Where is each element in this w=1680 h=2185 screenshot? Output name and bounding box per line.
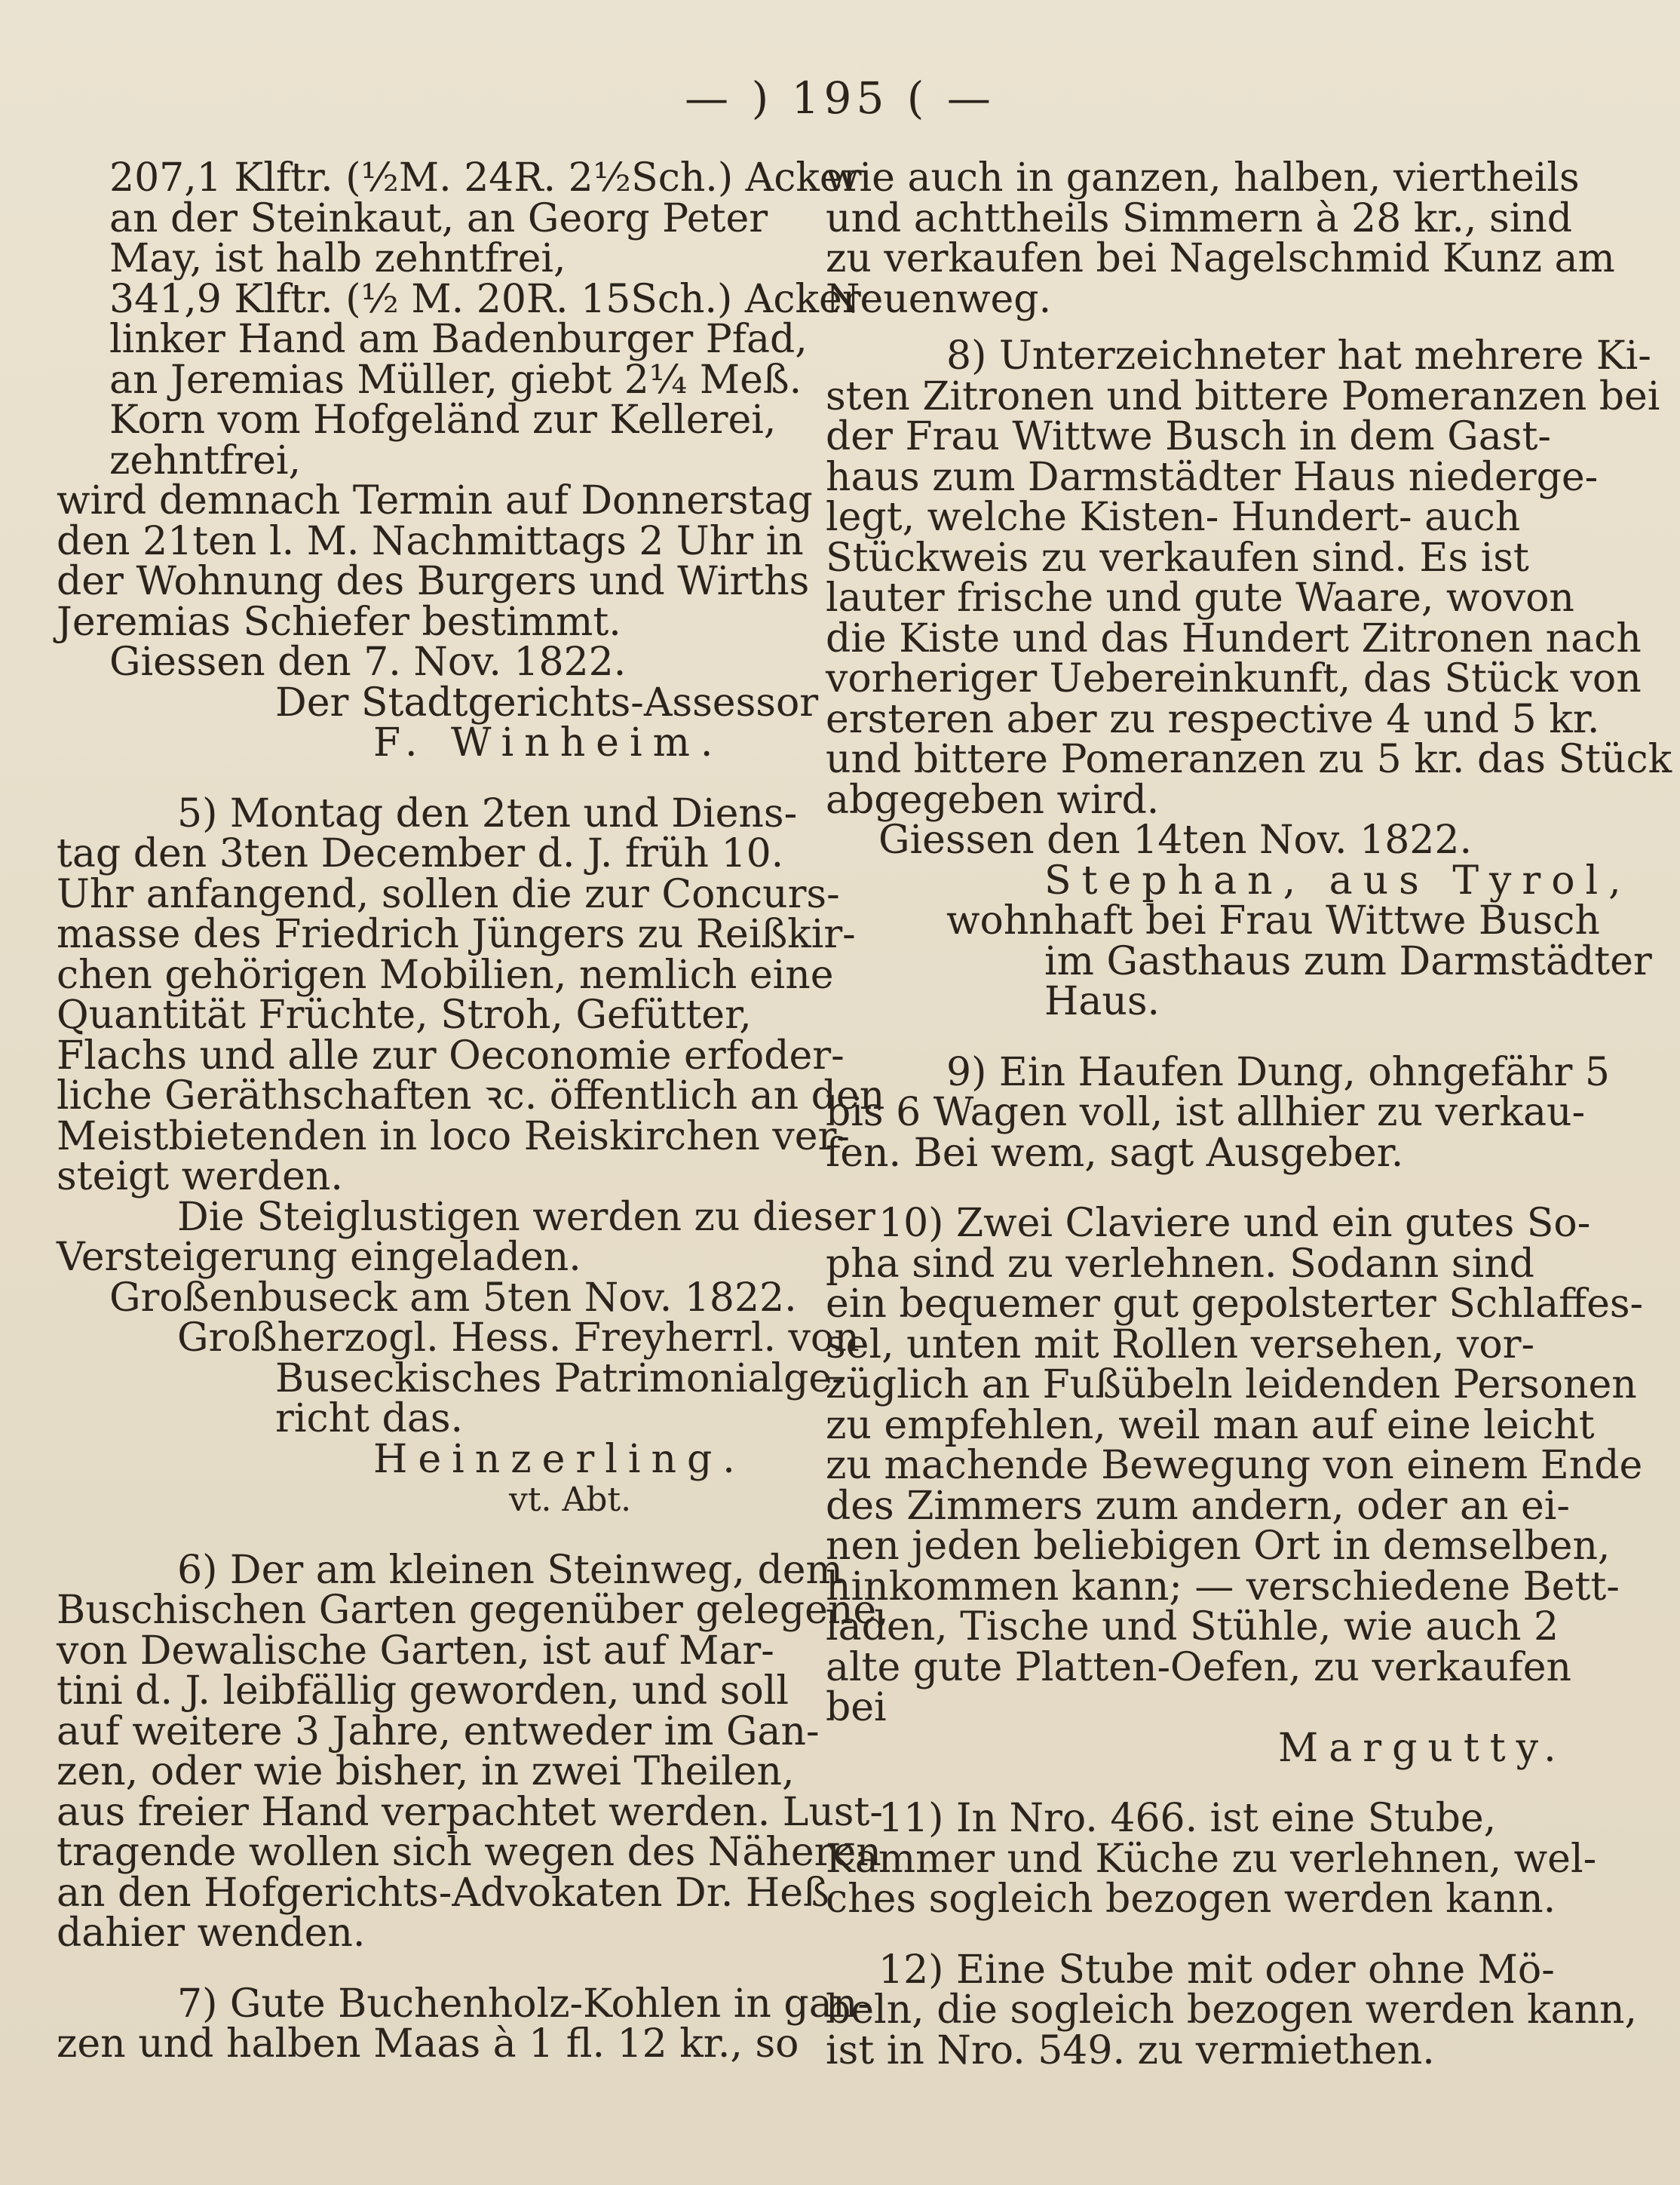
text-line: im Gasthaus zum Darmstädter: [1044, 938, 1652, 984]
text-line: 8) Unterzeichneter hat mehrere Ki-: [946, 333, 1651, 379]
text-line: zen und halben Maas à 1 fl. 12 kr., so: [57, 2021, 799, 2067]
text-line: Jeremias Schiefer bestimmt.: [57, 599, 621, 645]
text-line: lauter frische und gute Waare, wovon: [826, 575, 1574, 621]
text-line: 5) Montag den 2ten und Diens-: [177, 790, 798, 836]
text-line: zu machende Bewegung von einem Ende: [826, 1443, 1643, 1488]
text-line: an den Hofgerichts-Advokaten Dr. Heß: [57, 1870, 829, 1916]
text-line: der Wohnung des Burgers und Wirths: [57, 559, 810, 604]
text-line: May, ist halb zehntfrei,: [109, 236, 566, 281]
text-line: bis 6 Wagen voll, ist allhier zu verkau-: [826, 1090, 1586, 1135]
text-line: legt, welche Kisten- Hundert- auch: [826, 495, 1521, 540]
paragraph-gap: [826, 1023, 1587, 1053]
text-line: zen, oder wie bisher, in zwei Theilen,: [57, 1749, 795, 1794]
text-line: hinkommen kann; — verschiedene Bett-: [826, 1564, 1620, 1610]
text-line: und achttheils Simmern à 28 kr., sind: [826, 195, 1573, 241]
text-line: fen. Bei wem, sagt Ausgeber.: [826, 1130, 1404, 1176]
text-line: abgegeben wird.: [826, 777, 1160, 823]
text-line: aus freier Hand verpachtet werden. Lust-: [57, 1789, 883, 1835]
text-line: wie auch in ganzen, halben, viertheils: [826, 155, 1580, 201]
text-line: tag den 3ten December d. J. früh 10.: [57, 831, 784, 876]
text-line: chen gehörigen Mobilien, nemlich eine: [57, 952, 834, 998]
text-line: beln, die sogleich bezogen werden kann,: [826, 1987, 1638, 2033]
text-line: tragende wollen sich wegen des Näheren: [57, 1830, 881, 1875]
text-line: sel, unten mit Rollen versehen, vor-: [826, 1321, 1535, 1367]
text-line: F. Winheim.: [373, 720, 724, 766]
text-line: laden, Tische und Stühle, wie auch 2: [826, 1604, 1559, 1649]
text-line: Uhr anfangend, sollen die zur Concurs-: [57, 871, 840, 917]
text-line: Kammer und Küche zu verlehnen, wel-: [826, 1836, 1597, 1882]
paragraph-gap: [826, 1174, 1587, 1204]
text-line: Haus.: [1044, 979, 1160, 1024]
text-line: Stückweis zu verkaufen sind. Es ist: [826, 535, 1529, 581]
text-line: ches sogleich bezogen werden kann.: [826, 1877, 1556, 1922]
text-line: masse des Friedrich Jüngers zu Reißkir-: [57, 912, 856, 957]
text-line: ist in Nro. 549. zu vermiethen.: [826, 2027, 1435, 2073]
text-line: vorheriger Uebereinkunft, das Stück von: [826, 656, 1642, 701]
text-line: Korn vom Hofgeländ zur Kellerei,: [109, 397, 777, 443]
text-line: alte gute Platten-Oefen, zu verkaufen: [826, 1644, 1571, 1690]
text-line: zu verkaufen bei Nagelschmid Kunz am: [826, 236, 1615, 281]
paragraph-gap: [826, 1920, 1587, 1950]
text-line: steigt werden.: [57, 1154, 343, 1199]
text-line: Großenbuseck am 5ten Nov. 1822.: [109, 1275, 797, 1321]
text-line: den 21ten l. M. Nachmittags 2 Uhr in: [57, 518, 804, 564]
text-line: 12) Eine Stube mit oder ohne Mö-: [878, 1947, 1555, 1993]
text-line: ein bequemer gut gepolsterter Schlaffes-: [826, 1281, 1644, 1327]
text-line: 9) Ein Haufen Dung, ohngefähr 5: [946, 1049, 1610, 1095]
text-line: Margutty.: [1278, 1725, 1567, 1771]
text-line: liche Geräthschaften ꝛc. öffentlich an den: [57, 1073, 885, 1119]
text-line: Flachs und alle zur Oeconomie erfoder-: [57, 1033, 845, 1079]
text-line: Giessen den 14ten Nov. 1822.: [878, 818, 1472, 863]
text-line: Der Stadtgerichts-Assessor: [275, 680, 819, 726]
text-line: Heinzerling.: [373, 1436, 746, 1482]
text-line: an der Steinkaut, an Georg Peter: [109, 195, 768, 241]
text-line: bei: [826, 1685, 887, 1730]
text-line: Buseckisches Patrimonialge-: [275, 1355, 845, 1401]
text-line: Giessen den 7. Nov. 1822.: [109, 640, 627, 685]
text-line: von Dewalische Garten, ist auf Mar-: [57, 1628, 774, 1674]
text-line: 10) Zwei Claviere und ein gutes So-: [878, 1201, 1591, 1246]
text-line: zu empfehlen, weil man auf eine leicht: [826, 1402, 1595, 1448]
text-line: 6) Der am kleinen Steinweg, dem: [177, 1547, 843, 1593]
text-line: ersteren aber zu respective 4 und 5 kr.: [826, 696, 1600, 742]
text-line: Großherzogl. Hess. Freyherrl. von: [177, 1315, 860, 1361]
text-line: Die Steiglustigen werden zu dieser: [177, 1194, 875, 1240]
text-line: richt das.: [275, 1396, 464, 1441]
text-line: Meistbietenden in loco Reiskirchen ver-: [57, 1113, 850, 1159]
text-line: vt. Abt.: [509, 1481, 632, 1519]
paragraph-gap: [57, 1521, 818, 1551]
text-line: tini d. J. leibfällig geworden, und soll: [57, 1668, 789, 1714]
text-line: sten Zitronen und bittere Pomeranzen bei: [826, 373, 1660, 419]
text-line: pha sind zu verlehnen. Sodann sind: [826, 1241, 1534, 1287]
text-line: 11) In Nro. 466. ist eine Stube,: [878, 1796, 1497, 1841]
text-line: die Kiste und das Hundert Zitronen nach: [826, 615, 1642, 661]
text-line: wohnhaft bei Frau Wittwe Busch: [946, 898, 1600, 944]
text-line: Stephan, aus Tyrol,: [1044, 858, 1632, 904]
text-line: an Jeremias Müller, giebt 2¼ Meß.: [109, 357, 802, 403]
text-line: auf weitere 3 Jahre, entweder im Gan-: [57, 1708, 820, 1754]
text-line: dahier wenden.: [57, 1910, 366, 1956]
text-line: 7) Gute Buchenholz-Kohlen in gan-: [177, 1981, 871, 2027]
text-line: haus zum Darmstädter Haus niederge-: [826, 454, 1599, 500]
text-line: linker Hand am Badenburger Pfad,: [109, 317, 808, 362]
text-line: Versteigerung eingeladen.: [57, 1235, 581, 1280]
text-line: Buschischen Garten gegenüber gelegene,: [57, 1588, 889, 1633]
right-column: [826, 155, 1672, 2073]
text-line: 341,9 Klftr. (½ M. 20R. 15Sch.) Acker: [109, 276, 861, 322]
text-line: der Frau Wittwe Busch in dem Gast-: [826, 414, 1551, 459]
text-line: des Zimmers zum andern, oder an ei-: [826, 1483, 1570, 1529]
text-line: 207,1 Klftr. (½M. 24R. 2½Sch.) Acker: [109, 155, 862, 201]
paragraph-gap: [57, 1954, 818, 1984]
page-number-header: — ) 195 ( —: [685, 72, 995, 124]
text-line: wird demnach Termin auf Donnerstag: [57, 478, 813, 523]
text-line: zehntfrei,: [109, 437, 302, 483]
text-line: Neuenweg.: [826, 276, 1052, 322]
text-line: nen jeden beliebigen Ort in demselben,: [826, 1524, 1611, 1569]
text-line: Quantität Früchte, Stroh, Gefütter,: [57, 993, 752, 1038]
paragraph-gap: [826, 1769, 1587, 1799]
text-line: und bittere Pomeranzen zu 5 kr. das Stück: [826, 737, 1672, 782]
paragraph-gap: [57, 764, 818, 794]
text-line: züglich an Fußübeln leidenden Personen: [826, 1362, 1637, 1407]
